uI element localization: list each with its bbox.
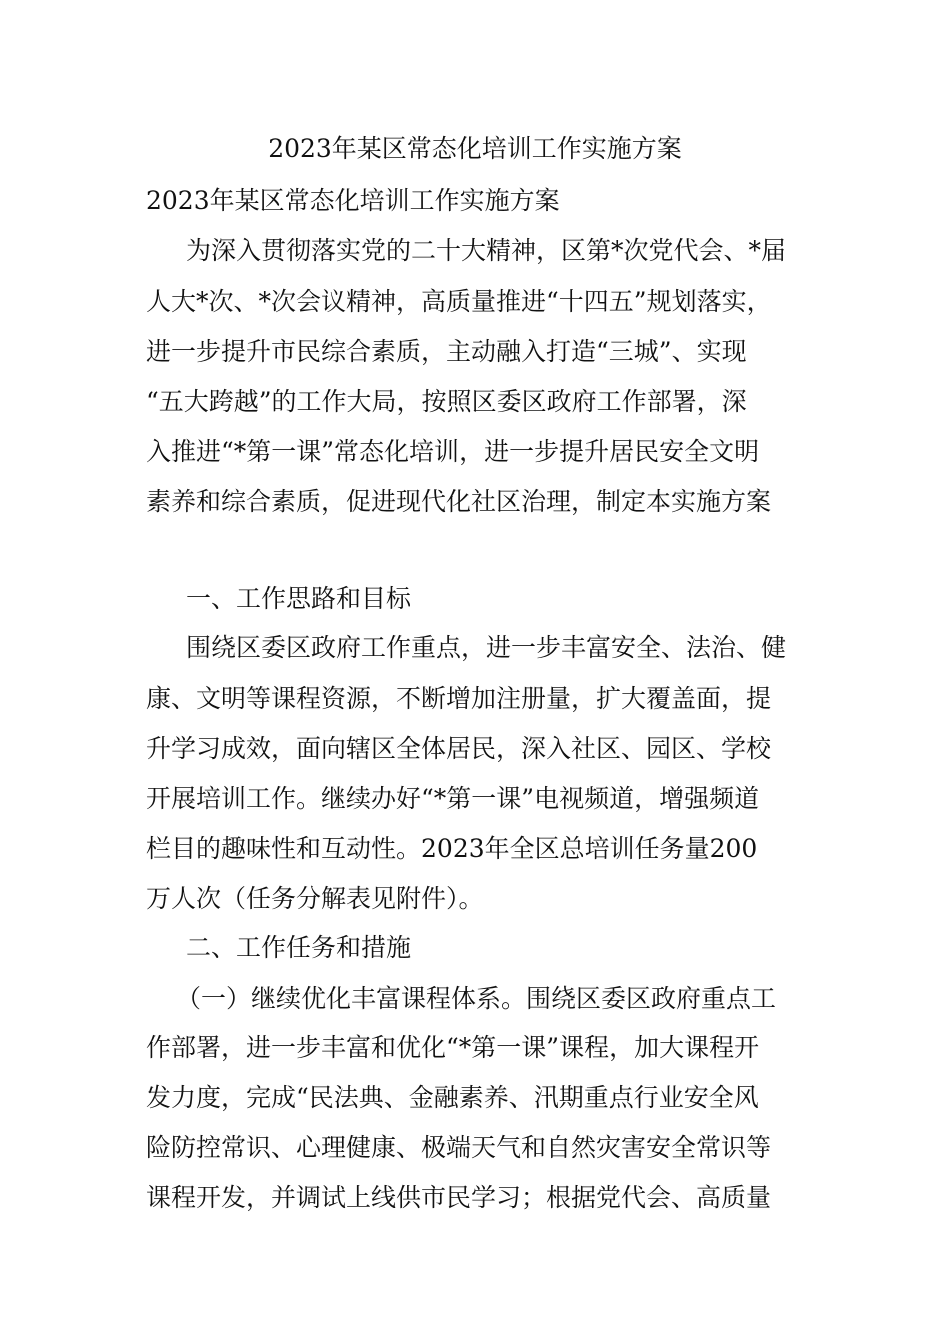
section-1-line-6: 万人次（任务分解表见附件）。 — [146, 884, 484, 913]
intro-line-6: 素养和综合素质，促进现代化社区治理，制定本实施方案 — [146, 487, 772, 516]
section-2-line-1: （一）继续优化丰富课程体系。围绕区委区政府重点工 — [176, 984, 777, 1013]
section-2-heading: 二、工作任务和措施 — [186, 933, 412, 962]
intro-line-1: 为深入贯彻落实党的二十大精神，区第*次党代会、*届 — [186, 236, 787, 265]
intro-line-2: 人大*次、*次会议精神，高质量推进“十四五”规划落实， — [146, 287, 772, 316]
section-1-heading: 一、工作思路和目标 — [186, 584, 412, 613]
section-2-line-3: 发力度，完成“民法典、金融素养、汛期重点行业安全风 — [146, 1083, 759, 1112]
intro-line-4: “五大跨越”的工作大局，按照区委区政府工作部署，深 — [146, 387, 747, 416]
section-1-line-4: 开展培训工作。继续办好“*第一课”电视频道，增强频道 — [146, 784, 760, 813]
section-2-line-5: 课程开发，并调试上线供市民学习；根据党代会、高质量 — [146, 1183, 772, 1212]
section-1-line-2: 康、文明等课程资源，不断增加注册量，扩大覆盖面，提 — [146, 684, 772, 713]
section-1-line-1: 围绕区委区政府工作重点，进一步丰富安全、法治、健 — [186, 633, 787, 662]
section-2-line-2: 作部署，进一步丰富和优化“*第一课”课程，加大课程开 — [146, 1033, 760, 1062]
intro-line-5: 入推进“*第一课”常态化培训，进一步提升居民安全文明 — [146, 437, 760, 466]
section-2-line-4: 险防控常识、心理健康、极端天气和自然灾害安全常识等 — [146, 1133, 772, 1162]
document-subtitle: 2023年某区常态化培训工作实施方案 — [146, 186, 560, 215]
document-title: 2023年某区常态化培训工作实施方案 — [268, 134, 682, 163]
intro-line-3: 进一步提升市民综合素质，主动融入打造“三城”、实现 — [146, 337, 747, 366]
section-1-line-5: 栏目的趣味性和互动性。2023年全区总培训任务量200 — [146, 834, 758, 863]
section-1-line-3: 升学习成效，面向辖区全体居民，深入社区、园区、学校 — [146, 734, 772, 763]
